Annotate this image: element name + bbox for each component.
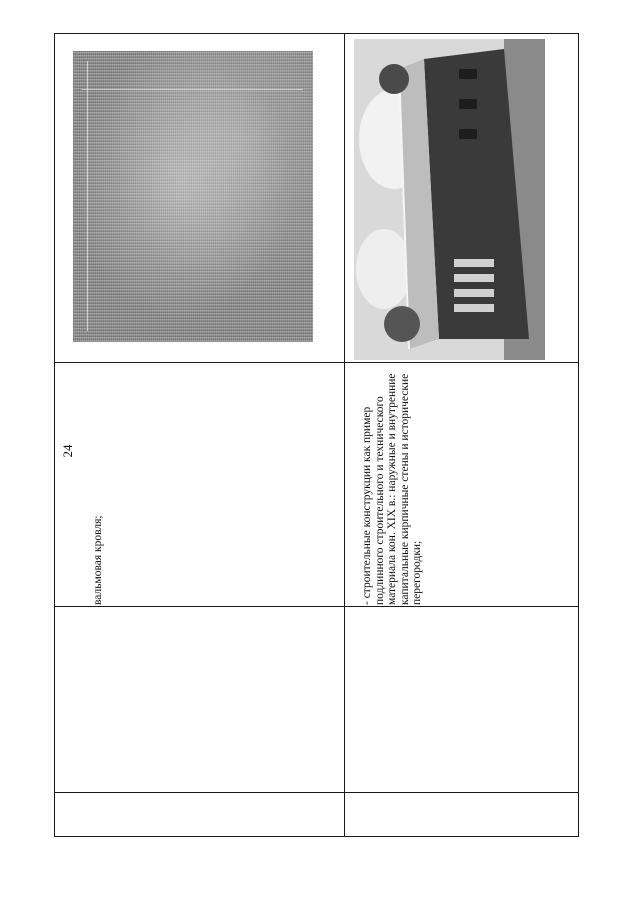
- table-col-divider-2: [54, 606, 579, 607]
- pillar-4: [454, 304, 494, 312]
- building-photo: [354, 39, 545, 360]
- pillar-3: [454, 289, 494, 297]
- table-col-divider-1: [54, 362, 579, 363]
- tree-2: [384, 306, 420, 342]
- row-2-line-5: перегородки;: [411, 540, 424, 605]
- row-1-label: вальмовая кровля;: [92, 515, 104, 605]
- photo-edge-line-2: [81, 89, 303, 90]
- building-photo-svg: [354, 39, 545, 360]
- page-number: 24: [60, 444, 75, 458]
- pillar-2: [454, 274, 494, 282]
- photo-edge-line: [87, 61, 88, 331]
- row-2-line-1: - строительные конструкции как пример: [361, 406, 373, 605]
- pillar-1: [454, 259, 494, 267]
- table-col-divider-3: [54, 792, 579, 793]
- window-1: [459, 69, 477, 79]
- table-border-top: [54, 33, 579, 34]
- table-row-divider-1: [344, 33, 345, 837]
- table-border-bottom: [54, 836, 579, 837]
- table-border-left: [54, 33, 55, 837]
- row-2-text: [361, 365, 424, 605]
- row-1-text: [92, 365, 105, 605]
- cloud-2: [356, 229, 412, 309]
- photo-grain: [73, 51, 313, 342]
- row-2-line-4: капитальные кирпичные стены и исторические: [398, 373, 411, 605]
- tree-1: [379, 64, 409, 94]
- row-2-line-3: материала кон. XIX в.: наружные и внутренние: [386, 373, 399, 605]
- window-3: [459, 129, 477, 139]
- window-2: [459, 99, 477, 109]
- roof-photo: [73, 51, 313, 342]
- row-2-line-2: подлинного строительного и технического: [373, 396, 386, 605]
- table-border-right: [578, 33, 579, 837]
